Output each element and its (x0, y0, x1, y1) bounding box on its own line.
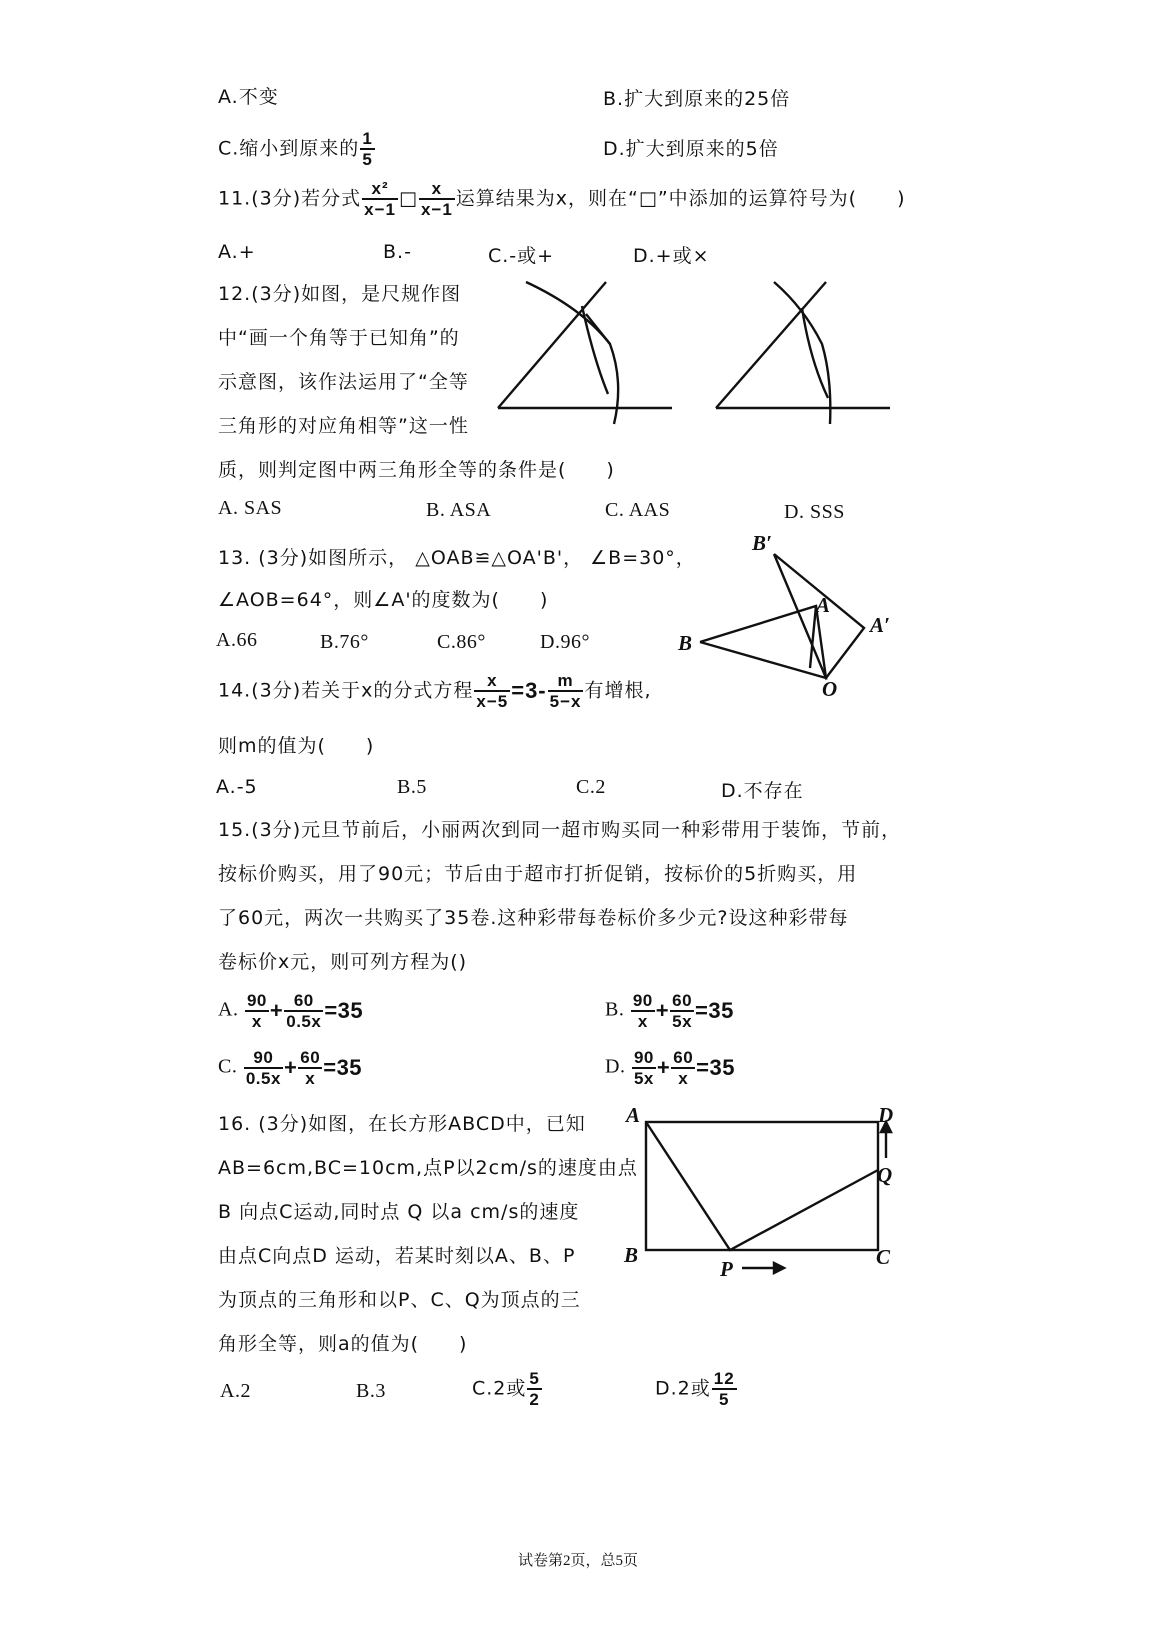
q11-option-c: C.-或+ (488, 245, 555, 267)
q11-prefix: 11.(3分)若分式 (218, 187, 362, 210)
fraction (245, 992, 269, 1030)
q10-option-d: D.扩大到原来的5倍 (603, 138, 779, 160)
q16-option-c (472, 1370, 543, 1408)
q12-right-angle (716, 282, 890, 424)
q16-line-4: 由点C向点D 运动，若某时刻以A、B、P (218, 1245, 576, 1267)
fraction-denominator: 2 (529, 1390, 540, 1409)
q14-fraction-2 (548, 672, 584, 710)
fraction (631, 992, 655, 1030)
q14-fraction-1 (474, 672, 510, 710)
q16-label-q: Q (877, 1163, 893, 1187)
q12-construction-figure (490, 278, 900, 438)
q15-line-4: 卷标价x元，则可列方程为() (218, 951, 468, 973)
q16-option-c-text: C.2或 (472, 1377, 527, 1400)
q13-option-a: A.66 (216, 629, 258, 651)
fraction-denominator: 5 (362, 150, 373, 169)
fraction-numerator: 90 (633, 1048, 654, 1067)
q12-option-c: C. AAS (605, 499, 671, 521)
q16-option-d-fraction (712, 1370, 737, 1408)
q11-option-a: A.+ (218, 241, 256, 263)
q13-triangles-figure (676, 530, 906, 700)
q11-stem (218, 180, 906, 218)
q16-rectangle-figure (620, 1100, 910, 1290)
q13-label-b-prime: B′ (752, 531, 772, 555)
fraction-numerator: 5 (529, 1369, 540, 1388)
equation-rhs: =35 (696, 1055, 735, 1080)
fraction-numerator: 60 (672, 991, 693, 1010)
q14-option-b: B.5 (397, 776, 427, 798)
q10-option-a: A.不变 (218, 86, 279, 108)
q16-line-3: B 向点C运动,同时点 Q 以a cm/s的速度 (218, 1201, 580, 1223)
option-label: C. (218, 1055, 238, 1078)
fraction-denominator: 5−x (549, 692, 582, 711)
fraction-denominator: 0.5x (245, 1069, 281, 1088)
fraction-numerator: 60 (673, 1048, 694, 1067)
q14-equals: =3- (511, 678, 547, 703)
q11-suffix: 运算结果为x，则在“□”中添加的运算符号为( ) (455, 187, 906, 210)
q13-line-2: ∠AOB=64°，则∠A'的度数为( ) (218, 589, 549, 611)
option-label: B. (605, 998, 625, 1021)
q15-line-1: 15.(3分)元旦节前后，小丽两次到同一超市购买同一种彩带用于装饰，节前， (218, 819, 902, 841)
q14-line-2: 则m的值为( ) (218, 735, 375, 757)
fraction-denominator: x (251, 1012, 262, 1031)
fraction-numerator: 90 (246, 991, 267, 1010)
q12-option-b: B. ASA (426, 499, 492, 521)
q15-option-d: D. $\frac{90}{5x}$ + $\frac{60}{x}$ =35 (605, 1048, 735, 1088)
q10-option-c (218, 130, 376, 168)
q16-label-a: A (626, 1103, 641, 1127)
fraction (632, 1049, 656, 1087)
q15-stem (218, 808, 901, 984)
q12-option-a: A. SAS (218, 497, 283, 519)
q14-option-d: D.不存在 (721, 780, 804, 802)
page-footer: 试卷第2页，总5页 (517, 1553, 638, 1569)
q16-label-p: P (720, 1257, 733, 1281)
q16-option-d (655, 1370, 738, 1408)
q10-option-c-text: C.缩小到原来的 (218, 137, 360, 160)
q13-line-1: 13. (3分)如图所示， △OAB≌△OA'B'， ∠B=30°， (218, 547, 696, 569)
equation-rhs: =35 (695, 998, 734, 1023)
q15-option-a: A. $\frac{90}{x}$ + $\frac{60}{0.5x}$ =35 (218, 991, 364, 1031)
q13-label-a: A (816, 593, 831, 617)
q14-suffix: 有增根, (584, 679, 652, 702)
q16-line-5: 为顶点的三角形和以P、C、Q为顶点的三 (218, 1289, 581, 1311)
option-label: A. (218, 998, 239, 1021)
q16-option-a: A.2 (220, 1380, 251, 1402)
q11-fraction-2 (419, 180, 455, 218)
fraction-denominator: x−1 (364, 200, 396, 219)
q11-option-d: D.+或× (633, 245, 710, 267)
fraction-denominator: x (305, 1069, 316, 1088)
q12-left-angle (498, 282, 672, 424)
fraction (284, 992, 323, 1030)
q16-label-d: D (878, 1103, 894, 1127)
fraction (244, 1049, 283, 1087)
q14-prefix: 14.(3分)若关于x的分式方程 (218, 679, 474, 702)
q14-option-a: A.-5 (216, 776, 258, 798)
q13-option-d: D.96° (540, 631, 590, 653)
fraction-denominator: x (637, 1012, 648, 1031)
q16-line-1: 16. (3分)如图，在长方形ABCD中，已知 (218, 1113, 586, 1135)
q10-option-b: B.扩大到原来的25倍 (603, 88, 791, 110)
q12-line-5: 质，则判定图中两三角形全等的条件是( ) (218, 459, 615, 481)
q12-line-2: 中“画一个角等于已知角”的 (218, 327, 460, 349)
q14-option-c: C.2 (576, 776, 606, 798)
q15-option-b: B. $\frac{90}{x}$ + $\frac{60}{5x}$ =35 (605, 991, 734, 1031)
q13-label-b: B (678, 631, 693, 655)
q16-option-c-fraction (527, 1370, 541, 1408)
fraction-denominator: 5x (633, 1069, 654, 1088)
fraction-numerator: m (548, 672, 584, 692)
fraction-numerator: x (419, 180, 455, 200)
q16-line-6: 角形全等，则a的值为( ) (218, 1333, 468, 1355)
fraction-numerator: 1 (362, 129, 373, 148)
q12-line-3: 示意图，该作法运用了“全等 (218, 371, 469, 393)
q10-option-c-fraction (360, 130, 374, 168)
q15-line-2: 按标价购买，用了90元；节后由于超市打折促销，按标价的5折购买，用 (218, 863, 858, 885)
fraction-numerator: 90 (244, 1049, 283, 1069)
fraction-denominator: 0.5x (286, 1012, 322, 1031)
fraction-numerator: x² (362, 180, 398, 200)
fraction-numerator: 60 (300, 1048, 321, 1067)
q11-option-b: B.- (383, 241, 412, 263)
q12-option-d: D. SSS (784, 501, 845, 523)
fraction (670, 992, 694, 1030)
q11-fraction-1 (362, 180, 398, 218)
q13-option-b: B.76° (320, 631, 369, 653)
fraction (298, 1049, 322, 1087)
q15-line-3: 了60元，两次一共购买了35卷.这种彩带每卷标价多少元?设这种彩带每 (218, 907, 849, 929)
fraction-denominator: x−5 (476, 692, 509, 711)
q16-stem (218, 1102, 641, 1366)
q13-label-a-prime: A′ (870, 613, 890, 637)
q13-label-o: O (822, 677, 838, 701)
q16-option-b: B.3 (356, 1380, 386, 1402)
q16-line-2: AB=6cm,BC=10cm,点P以2cm/s的速度由点 (218, 1157, 638, 1179)
q16-label-c: C (876, 1245, 891, 1269)
q14-stem (218, 672, 652, 710)
q12-line-4: 三角形的对应角相等”这一性 (218, 415, 469, 437)
fraction-denominator: x (678, 1069, 689, 1088)
fraction-numerator: 12 (713, 1369, 735, 1388)
equation-rhs: =35 (323, 1055, 363, 1080)
fraction-denominator: 5 (718, 1390, 730, 1409)
q16-option-d-text: D.2或 (655, 1377, 711, 1400)
fraction-denominator: 5x (672, 1012, 693, 1031)
option-label: D. (605, 1055, 626, 1078)
q12-line-1: 12.(3分)如图，是尺规作图 (218, 283, 462, 305)
q13-option-c: C.86° (437, 631, 486, 653)
fraction (671, 1049, 695, 1087)
fraction-numerator: 90 (632, 991, 653, 1010)
q16-label-b: B (624, 1243, 639, 1267)
fraction-numerator: 60 (284, 992, 323, 1012)
q11-blank-box: □ (398, 187, 418, 210)
fraction-denominator: x−1 (420, 200, 453, 219)
q15-option-c: C. $\frac{90}{0.5x}$ + $\frac{60}{x}$ =35 (218, 1048, 363, 1088)
fraction-numerator: x (474, 672, 510, 692)
equation-rhs: =35 (324, 998, 364, 1023)
